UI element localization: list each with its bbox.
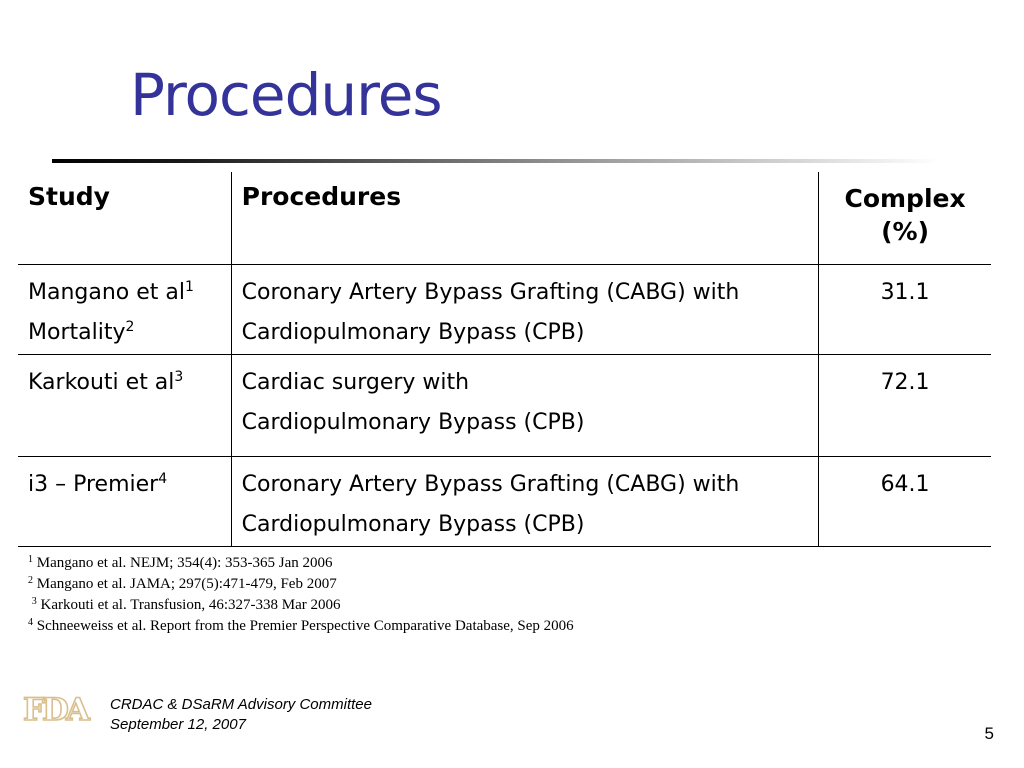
reference-item xyxy=(28,553,574,574)
table-row xyxy=(18,456,991,546)
footer xyxy=(110,695,372,735)
cell-study xyxy=(18,354,231,456)
reference-number: 2 xyxy=(28,575,33,586)
table-header-row xyxy=(18,172,991,264)
cell-study xyxy=(18,264,231,354)
reference-text: Schneeweiss et al. Report from the Premier Perspective Comparative Database, Sep 2006 xyxy=(36,618,574,634)
references xyxy=(28,553,574,637)
reference-number: 3 xyxy=(31,596,37,607)
footer-date: September 12, 2007 xyxy=(110,716,246,733)
header-procedures: Procedures xyxy=(231,172,818,264)
study-ref-sup: 4 xyxy=(158,470,168,487)
reference-item xyxy=(28,595,574,616)
cell-complex: 72.1 xyxy=(880,369,930,395)
reference-text: Mangano et al. JAMA; 297(5):471-479, Feb 2007 xyxy=(36,576,337,592)
procedure-line2: Cardiopulmonary Bypass (CPB) xyxy=(241,511,585,537)
title-divider xyxy=(52,159,940,163)
procedures-table xyxy=(18,172,991,547)
reference-item xyxy=(28,574,574,595)
cell-procedure xyxy=(231,264,818,354)
reference-text: Karkouti et al. Transfusion, 46:327-338 Mar 2006 xyxy=(40,597,341,613)
study-name: Mangano et al xyxy=(28,279,185,305)
page-number: 5 xyxy=(984,724,994,743)
reference-item xyxy=(28,616,574,637)
study-subname: Mortality xyxy=(28,319,126,345)
procedure-line2: Cardiopulmonary Bypass (CPB) xyxy=(241,409,585,435)
study-ref-sup: 3 xyxy=(174,368,184,385)
cell-procedure xyxy=(231,456,818,546)
slide-title: Procedures xyxy=(130,61,442,129)
reference-number: 1 xyxy=(28,554,33,565)
procedure-line1: Coronary Artery Bypass Grafting (CABG) with xyxy=(241,279,740,305)
cell-procedure xyxy=(231,354,818,456)
header-complex-line1: Complex xyxy=(844,184,966,213)
table-row xyxy=(18,354,991,456)
cell-complex: 64.1 xyxy=(880,471,930,497)
reference-number: 4 xyxy=(28,617,33,628)
study-name: Karkouti et al xyxy=(28,369,175,395)
study-ref-sup: 1 xyxy=(185,278,194,295)
footer-committee: CRDAC & DSaRM Advisory Committee xyxy=(110,696,372,713)
procedure-line1: Coronary Artery Bypass Grafting (CABG) with xyxy=(241,471,740,497)
cell-complex: 31.1 xyxy=(880,279,930,305)
fda-logo xyxy=(22,690,98,724)
study-name: i3 – Premier xyxy=(28,471,159,497)
table-row xyxy=(18,264,991,354)
header-study: Study xyxy=(18,172,231,264)
header-complex xyxy=(819,172,991,264)
fda-logo-text: FDA xyxy=(23,692,87,724)
cell-study xyxy=(18,456,231,546)
header-complex-line2: (%) xyxy=(881,217,929,246)
reference-text: Mangano et al. NEJM; 354(4): 353-365 Jan 2006 xyxy=(36,555,333,571)
procedure-line1: Cardiac surgery with xyxy=(241,369,470,395)
procedure-line2: Cardiopulmonary Bypass (CPB) xyxy=(241,319,585,345)
study-ref-sup: 2 xyxy=(125,318,135,335)
